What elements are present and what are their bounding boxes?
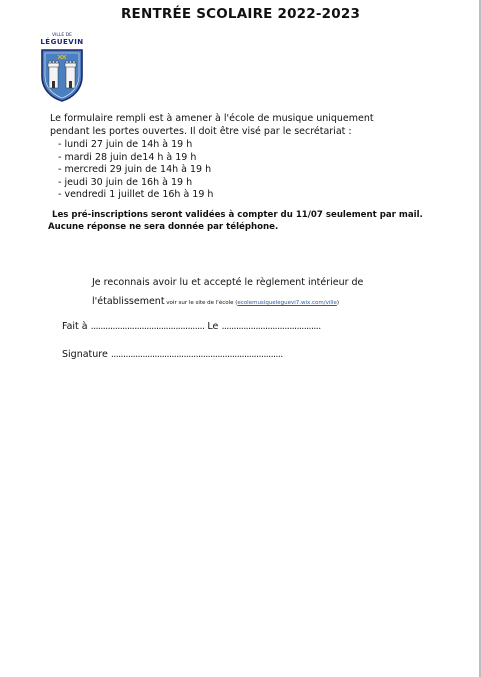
school-website-link[interactable]: ecolemusiqueleguevi7.wix.com/ville <box>237 300 337 306</box>
date-field[interactable]: ......................................... <box>221 321 321 332</box>
signature-label: Signature <box>62 349 108 360</box>
intro-line: Le formulaire rempli est à amener à l'école de musique uniquement <box>50 113 374 124</box>
intro-paragraph <box>50 112 380 138</box>
page-title: RENTRÉE SCOLAIRE 2022-2023 <box>120 6 361 22</box>
list-item: - lundi 27 juin de 14h à 19 h <box>58 139 193 150</box>
crest-caption-name: LÉGUEVIN <box>40 38 84 46</box>
signature-row <box>62 349 283 360</box>
shield-icon <box>40 48 84 102</box>
rules-text: l'établissement <box>92 296 165 307</box>
list-item: - mercredi 29 juin de 14h à 19 h <box>58 164 212 175</box>
open-days-list <box>58 139 213 202</box>
place-date-row <box>62 321 321 332</box>
rules-note-end: ) <box>336 300 340 306</box>
date-label: Le <box>207 321 219 332</box>
town-crest <box>38 34 86 102</box>
place-field[interactable]: ............................................... <box>90 321 205 332</box>
notice-line: Les pré-inscriptions seront validées à compter du 11/07 seulement par mail. <box>52 210 423 220</box>
place-label: Fait à <box>62 321 88 332</box>
rules-acknowledgement <box>92 273 392 313</box>
signature-field[interactable]: ....................................................................... <box>110 349 283 360</box>
list-item: - jeudi 30 juin de 16h à 19 h <box>58 176 193 188</box>
rules-line <box>92 292 392 313</box>
rules-line: Je reconnais avoir lu et accepté le règlement intérieur de <box>92 277 364 288</box>
list-item: - mardi 28 juin de14 h à 19 h <box>58 151 197 163</box>
intro-line: pendant les portes ouvertes. Il doit être visé par le secrétariat : <box>50 126 352 137</box>
list-item: - vendredi 1 juillet de 16h à 19 h <box>58 189 214 200</box>
registration-notice <box>48 210 423 233</box>
crest-caption-top: VILLE DE <box>51 33 72 38</box>
notice-line: Aucune réponse ne sera donnée par téléphone. <box>48 221 279 232</box>
rules-note: voir sur le site de l'école ( <box>164 300 238 306</box>
